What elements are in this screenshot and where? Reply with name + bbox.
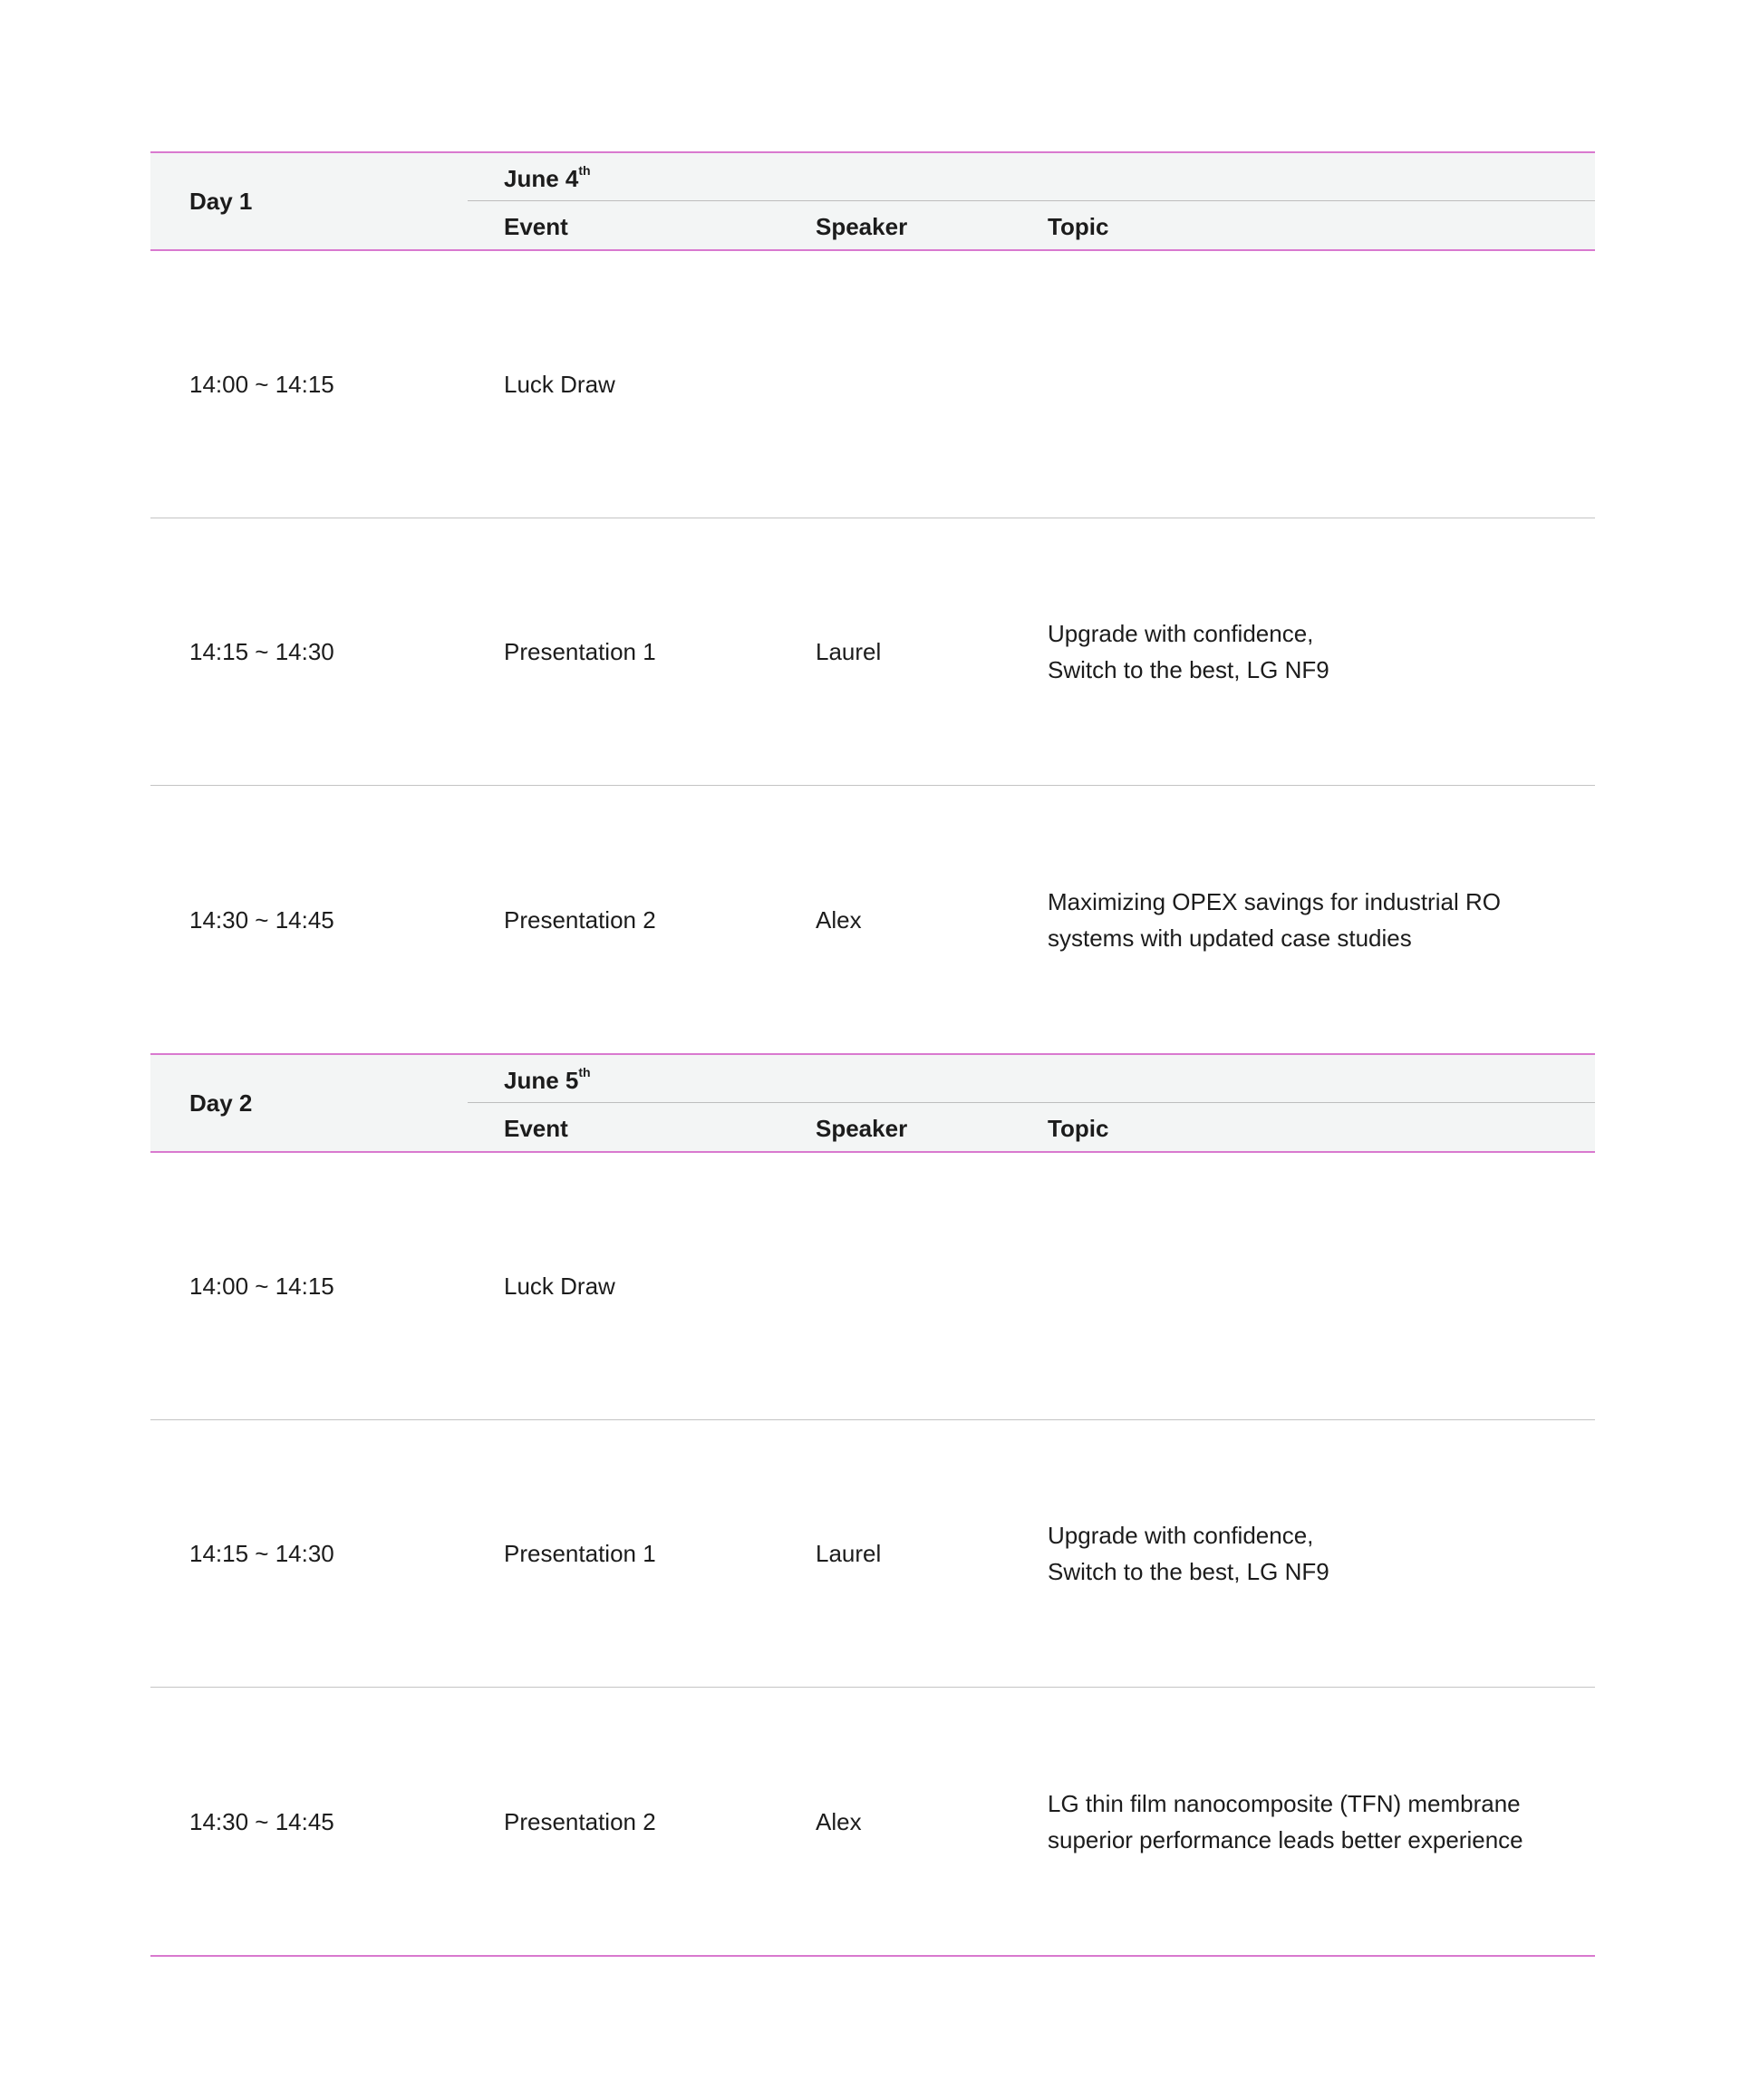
day-label: Day 1 (189, 187, 253, 215)
topic-cell (1048, 1420, 1555, 1687)
table-bottom-rule (150, 1955, 1595, 1957)
date-row (468, 153, 1595, 201)
column-header-event: Event (504, 213, 568, 240)
event-cell: Presentation 1 (504, 1540, 656, 1567)
event-cell: Luck Draw (504, 371, 615, 398)
topic-cell (1048, 786, 1555, 1053)
table-row (150, 786, 1595, 1053)
column-header-speaker: Speaker (816, 1115, 908, 1142)
time-cell: 14:00 ~ 14:15 (189, 1273, 334, 1300)
time-cell: 14:30 ~ 14:45 (189, 905, 334, 934)
speaker-cell: Laurel (816, 1540, 882, 1567)
date-text: June 5 (504, 1067, 579, 1094)
column-header-topic: Topic (1048, 1115, 1109, 1142)
date-text: June 4 (504, 165, 579, 192)
date-suffix: th (578, 1065, 591, 1080)
event-cell: Presentation 2 (504, 1807, 656, 1835)
date-suffix: th (578, 163, 591, 179)
topic-text: Upgrade with confidence, Switch to the best, LG NF9 (1048, 1522, 1329, 1585)
topic-cell (1048, 251, 1555, 518)
topic-text: Maximizing OPEX savings for industrial RO systems with updated case studies (1048, 887, 1501, 952)
table-row (150, 1420, 1595, 1688)
table-row (150, 518, 1595, 786)
topic-cell (1048, 518, 1555, 785)
topic-text: Upgrade with confidence, Switch to the best, LG NF9 (1048, 620, 1329, 683)
schedule-table (150, 151, 1595, 1957)
time-cell: 14:00 ~ 14:15 (189, 371, 334, 398)
time-cell: 14:30 ~ 14:45 (189, 1807, 334, 1835)
day-label: Day 2 (189, 1089, 253, 1117)
column-header-speaker: Speaker (816, 213, 908, 240)
speaker-cell: Laurel (816, 638, 882, 665)
time-cell: 14:15 ~ 14:30 (189, 638, 334, 665)
day-block-1 (150, 151, 1595, 1053)
table-row (150, 251, 1595, 518)
table-row (150, 1153, 1595, 1420)
table-row (150, 1688, 1595, 1955)
topic-text: LG thin film nanocomposite (TFN) membrane superior performance leads better experience (1048, 1789, 1523, 1853)
column-header-event: Event (504, 1115, 568, 1142)
speaker-cell: Alex (816, 905, 862, 934)
topic-cell (1048, 1153, 1555, 1419)
date-label (504, 1067, 591, 1095)
date-row (468, 1055, 1595, 1103)
date-label (504, 165, 591, 193)
topic-cell (1048, 1688, 1555, 1955)
day-header (150, 151, 1595, 251)
event-cell: Presentation 1 (504, 638, 656, 665)
day-header (150, 1053, 1595, 1153)
day-block-2 (150, 1053, 1595, 1955)
column-header-topic: Topic (1048, 213, 1109, 240)
event-cell: Presentation 2 (504, 905, 656, 934)
event-cell: Luck Draw (504, 1273, 615, 1300)
time-cell: 14:15 ~ 14:30 (189, 1540, 334, 1567)
speaker-cell: Alex (816, 1807, 862, 1835)
